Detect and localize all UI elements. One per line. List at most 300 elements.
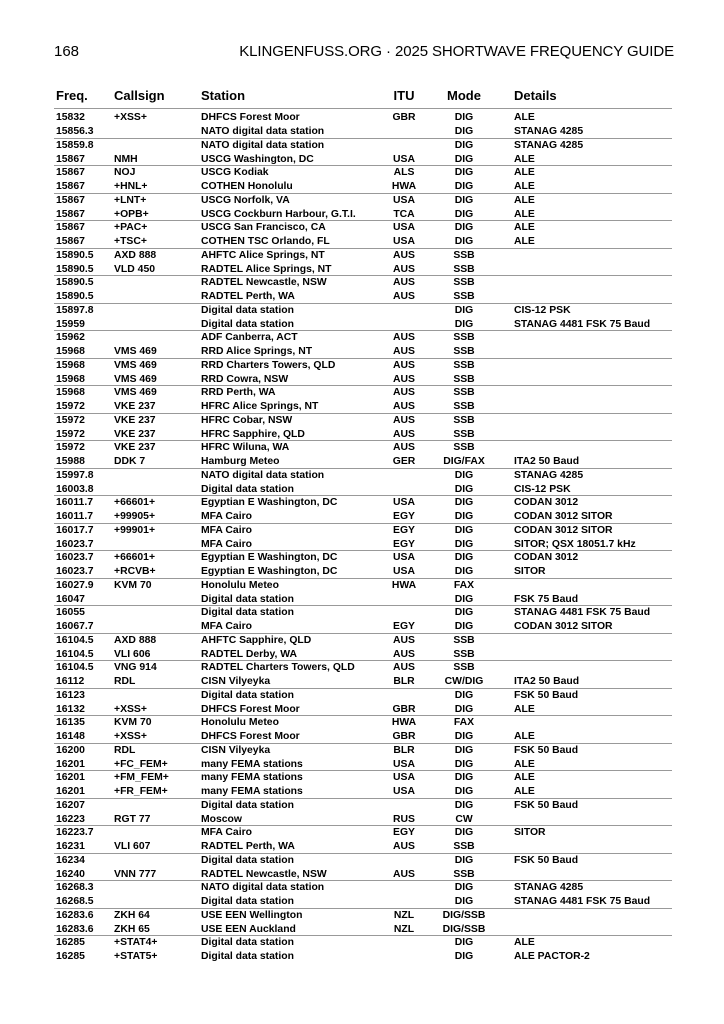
cell-itu: AUS xyxy=(393,291,415,302)
cell-station: many FEMA stations xyxy=(201,772,303,783)
cell-mode: SSB xyxy=(453,428,475,440)
cell-callsign: +66601+ xyxy=(114,497,156,508)
cell-station: many FEMA stations xyxy=(201,758,303,770)
cell-mode: SSB xyxy=(453,332,475,343)
cell-mode: DIG xyxy=(454,181,474,192)
column-header-itu: ITU xyxy=(393,88,415,103)
cell-freq: 16003.8 xyxy=(56,483,94,495)
cell-station: USCG Kodiak xyxy=(201,167,269,178)
table-row xyxy=(54,785,672,799)
cell-details: ITA2 50 Baud xyxy=(514,456,580,467)
table-row xyxy=(54,304,672,318)
cell-station: NATO digital data station xyxy=(201,469,325,481)
cell-freq: 15867 xyxy=(56,194,85,206)
cell-station: COTHEN Honolulu xyxy=(201,181,293,192)
cell-details: ALE xyxy=(514,786,535,797)
cell-freq: 15972 xyxy=(56,428,85,440)
table-row xyxy=(54,428,672,442)
cell-station: RRD Charters Towers, QLD xyxy=(201,359,336,371)
cell-station: USCG Cockburn Harbour, G.T.I. xyxy=(201,208,356,220)
table-row xyxy=(54,771,672,785)
table-row xyxy=(54,840,672,854)
cell-itu: EGY xyxy=(393,827,415,838)
column-header-callsign: Callsign xyxy=(114,88,165,103)
cell-mode: FAX xyxy=(453,579,475,591)
cell-itu: AUS xyxy=(393,263,415,275)
cell-itu: USA xyxy=(393,552,415,563)
cell-station: CISN Vilyeyka xyxy=(201,744,271,756)
cell-mode: DIG xyxy=(454,731,474,742)
table-row xyxy=(54,950,672,964)
cell-freq: 16201 xyxy=(56,772,85,783)
cell-freq: 16027.9 xyxy=(56,579,94,591)
cell-itu: AUS xyxy=(393,868,415,880)
table-row xyxy=(54,813,672,827)
cell-itu: AUS xyxy=(393,332,415,343)
table-row xyxy=(54,373,672,387)
cell-mode: DIG xyxy=(454,566,474,577)
cell-itu: GBR xyxy=(392,112,416,123)
cell-callsign: +HNL+ xyxy=(114,181,148,192)
cell-mode: SSB xyxy=(453,291,475,302)
cell-station: Moscow xyxy=(201,813,242,825)
cell-itu: AUS xyxy=(393,442,415,453)
table-row xyxy=(54,703,672,717)
cell-freq: 15959 xyxy=(56,318,85,330)
cell-callsign: ZKH 65 xyxy=(114,923,150,935)
cell-mode: DIG xyxy=(454,167,474,178)
cell-mode: DIG xyxy=(454,139,474,151)
cell-mode: DIG/SSB xyxy=(442,923,486,935)
cell-mode: SSB xyxy=(453,401,475,412)
cell-freq: 16047 xyxy=(56,593,85,605)
cell-station: MFA Cairo xyxy=(201,621,252,632)
cell-callsign: VMS 469 xyxy=(114,346,157,357)
cell-station: MFA Cairo xyxy=(201,538,252,550)
table-row xyxy=(54,331,672,345)
cell-itu: USA xyxy=(393,194,415,206)
table-row xyxy=(54,538,672,552)
cell-mode: DIG xyxy=(454,799,474,811)
cell-details: FSK 50 Baud xyxy=(514,689,579,701)
cell-callsign: AXD 888 xyxy=(114,634,157,646)
cell-station: Digital data station xyxy=(201,854,294,866)
cell-mode: DIG xyxy=(454,126,474,137)
cell-details: ALE xyxy=(514,222,535,233)
cell-freq: 15867 xyxy=(56,153,85,165)
cell-details: ALE xyxy=(514,181,535,192)
cell-freq: 15890.5 xyxy=(56,249,94,261)
table-row xyxy=(54,276,672,290)
cell-callsign: DDK 7 xyxy=(114,456,146,467)
cell-callsign: +PAC+ xyxy=(114,222,148,233)
cell-freq: 15867 xyxy=(56,222,85,233)
cell-freq: 16285 xyxy=(56,951,85,962)
cell-details: ALE xyxy=(514,937,535,948)
cell-details: STANAG 4285 xyxy=(514,469,584,481)
cell-itu: NZL xyxy=(393,909,415,921)
cell-itu: AUS xyxy=(393,634,415,646)
cell-freq: 16223.7 xyxy=(56,827,94,838)
cell-callsign: +FC_FEM+ xyxy=(114,758,168,770)
cell-mode: DIG xyxy=(454,951,474,962)
cell-freq: 15890.5 xyxy=(56,291,94,302)
cell-freq: 16132 xyxy=(56,703,85,715)
cell-details: FSK 50 Baud xyxy=(514,799,579,811)
table-row xyxy=(54,386,672,400)
table-row xyxy=(54,881,672,895)
cell-details: ALE xyxy=(514,208,535,220)
cell-details: CODAN 3012 SITOR xyxy=(514,524,613,536)
cell-details: CODAN 3012 xyxy=(514,552,579,563)
cell-freq: 15968 xyxy=(56,346,85,357)
table-row xyxy=(54,318,672,332)
cell-freq: 16055 xyxy=(56,607,85,618)
cell-station: Digital data station xyxy=(201,799,294,811)
cell-freq: 15968 xyxy=(56,387,85,398)
table-row xyxy=(54,359,672,373)
cell-itu: EGY xyxy=(393,621,415,632)
cell-itu: HWA xyxy=(391,181,417,192)
cell-mode: DIG/SSB xyxy=(442,909,486,921)
table-row xyxy=(54,400,672,414)
cell-itu: USA xyxy=(393,236,415,247)
cell-mode: SSB xyxy=(453,277,475,288)
cell-mode: DIG xyxy=(454,524,474,536)
cell-freq: 15832 xyxy=(56,112,85,123)
cell-station: RADTEL Perth, WA xyxy=(201,291,295,302)
cell-station: RRD Cowra, NSW xyxy=(201,373,289,385)
table-row xyxy=(54,895,672,909)
cell-callsign: ZKH 64 xyxy=(114,909,150,921)
cell-callsign: VKE 237 xyxy=(114,442,156,453)
cell-mode: SSB xyxy=(453,263,475,275)
cell-itu: EGY xyxy=(393,538,415,550)
table-row xyxy=(54,496,672,510)
cell-itu: AUS xyxy=(393,387,415,398)
cell-details: ALE xyxy=(514,194,535,206)
cell-mode: DIG xyxy=(454,222,474,233)
cell-freq: 16207 xyxy=(56,799,85,811)
table-row xyxy=(54,593,672,607)
cell-mode: SSB xyxy=(453,387,475,398)
cell-itu: AUS xyxy=(393,277,415,288)
table-row xyxy=(54,345,672,359)
cell-station: USCG Norfolk, VA xyxy=(201,194,290,206)
cell-callsign: NOJ xyxy=(114,167,136,178)
cell-station: Hamburg Meteo xyxy=(201,456,280,467)
running-head xyxy=(54,43,674,63)
cell-itu: AUS xyxy=(393,249,415,261)
cell-callsign: +FR_FEM+ xyxy=(114,786,168,797)
cell-callsign: KVM 70 xyxy=(114,717,152,728)
cell-details: SITOR; QSX 18051.7 kHz xyxy=(514,538,636,550)
cell-details: STANAG 4481 FSK 75 Baud xyxy=(514,318,651,330)
cell-station: RADTEL Newcastle, NSW xyxy=(201,277,327,288)
cell-itu: ALS xyxy=(393,167,415,178)
cell-callsign: +LNT+ xyxy=(114,194,147,206)
cell-station: MFA Cairo xyxy=(201,827,252,838)
cell-station: Honolulu Meteo xyxy=(201,579,279,591)
cell-mode: DIG xyxy=(454,552,474,563)
cell-mode: SSB xyxy=(453,359,475,371)
cell-station: RADTEL Newcastle, NSW xyxy=(201,868,327,880)
column-header-station: Station xyxy=(201,88,246,103)
cell-freq: 16148 xyxy=(56,731,85,742)
cell-itu: USA xyxy=(393,758,415,770)
cell-freq: 16283.6 xyxy=(56,923,94,935)
cell-mode: SSB xyxy=(453,841,475,852)
cell-station: Digital data station xyxy=(201,593,294,605)
cell-itu: AUS xyxy=(393,841,415,852)
cell-freq: 16223 xyxy=(56,813,85,825)
table-row xyxy=(54,634,672,648)
cell-station: RADTEL Derby, WA xyxy=(201,648,298,660)
cell-freq: 16234 xyxy=(56,854,85,866)
cell-freq: 15890.5 xyxy=(56,277,94,288)
cell-details: ALE xyxy=(514,112,535,123)
cell-itu: RUS xyxy=(393,813,415,825)
cell-itu: USA xyxy=(393,222,415,233)
cell-freq: 15867 xyxy=(56,167,85,178)
column-header-freq: Freq. xyxy=(56,88,88,103)
cell-mode: DIG xyxy=(454,607,474,618)
cell-details: ALE xyxy=(514,772,535,783)
cell-callsign: RDL xyxy=(114,676,136,687)
table-row xyxy=(54,648,672,662)
cell-freq: 15972 xyxy=(56,401,85,412)
cell-callsign: KVM 70 xyxy=(114,579,152,591)
table-row xyxy=(54,180,672,194)
table-row xyxy=(54,909,672,923)
cell-freq: 16023.7 xyxy=(56,566,94,577)
cell-callsign: +66601+ xyxy=(114,552,156,563)
table-row xyxy=(54,166,672,180)
cell-details: CIS-12 PSK xyxy=(514,483,571,495)
cell-callsign: NMH xyxy=(114,153,138,165)
cell-freq: 15859.8 xyxy=(56,139,94,151)
cell-freq: 16268.5 xyxy=(56,896,94,907)
cell-callsign: AXD 888 xyxy=(114,249,157,261)
table-row xyxy=(54,854,672,868)
table-row xyxy=(54,620,672,634)
table-row xyxy=(54,744,672,758)
cell-station: Egyptian E Washington, DC xyxy=(201,552,338,563)
cell-mode: DIG xyxy=(454,786,474,797)
cell-mode: DIG xyxy=(454,511,474,522)
cell-station: RADTEL Perth, WA xyxy=(201,841,295,852)
cell-details: SITOR xyxy=(514,827,546,838)
cell-station: MFA Cairo xyxy=(201,511,252,522)
cell-itu: AUS xyxy=(393,414,415,426)
cell-details: ALE xyxy=(514,731,535,742)
cell-freq: 15997.8 xyxy=(56,469,94,481)
table-row xyxy=(54,606,672,620)
table-row xyxy=(54,455,672,469)
table-row xyxy=(54,758,672,772)
cell-itu: NZL xyxy=(393,923,415,935)
cell-callsign: +STAT5+ xyxy=(114,951,158,962)
cell-station: HFRC Sapphire, QLD xyxy=(201,428,305,440)
cell-callsign: +OPB+ xyxy=(114,208,149,220)
cell-station: Honolulu Meteo xyxy=(201,717,279,728)
cell-mode: DIG xyxy=(454,703,474,715)
cell-details: ALE xyxy=(514,236,535,247)
cell-details: ALE xyxy=(514,703,535,715)
cell-mode: SSB xyxy=(453,648,475,660)
cell-mode: DIG xyxy=(454,236,474,247)
cell-station: RADTEL Charters Towers, QLD xyxy=(201,662,355,673)
cell-itu: BLR xyxy=(393,744,415,756)
cell-callsign: VKE 237 xyxy=(114,428,156,440)
cell-station: USCG San Francisco, CA xyxy=(201,222,326,233)
cell-freq: 16268.3 xyxy=(56,882,94,893)
table-row xyxy=(54,675,672,689)
cell-freq: 16104.5 xyxy=(56,634,94,646)
cell-itu: TCA xyxy=(393,208,415,220)
cell-itu: AUS xyxy=(393,648,415,660)
cell-station: ADF Canberra, ACT xyxy=(201,332,298,343)
cell-itu: USA xyxy=(393,497,415,508)
cell-freq: 15856.3 xyxy=(56,126,94,137)
cell-freq: 16011.7 xyxy=(56,511,93,522)
cell-freq: 15968 xyxy=(56,373,85,385)
cell-callsign: +XSS+ xyxy=(114,731,147,742)
cell-mode: DIG xyxy=(454,758,474,770)
table-row xyxy=(54,469,672,483)
cell-station: USCG Washington, DC xyxy=(201,153,314,165)
table-row xyxy=(54,826,672,840)
cell-details: FSK 50 Baud xyxy=(514,854,579,866)
cell-mode: FAX xyxy=(453,717,475,728)
table-row xyxy=(54,111,672,125)
cell-mode: DIG xyxy=(454,497,474,508)
cell-freq: 15968 xyxy=(56,359,85,371)
cell-callsign: RGT 77 xyxy=(114,813,151,825)
cell-details: ALE PACTOR-2 xyxy=(514,951,590,962)
cell-station: USE EEN Auckland xyxy=(201,923,296,935)
cell-callsign: +XSS+ xyxy=(114,112,147,123)
cell-mode: SSB xyxy=(453,414,475,426)
cell-station: AHFTC Alice Springs, NT xyxy=(201,249,325,261)
cell-details: FSK 75 Baud xyxy=(514,593,579,605)
cell-freq: 16023.7 xyxy=(56,552,94,563)
running-title: KLINGENFUSS.ORG · 2025 SHORTWAVE FREQUENCY GUIDE xyxy=(239,43,674,60)
cell-itu: HWA xyxy=(391,717,417,728)
table-row xyxy=(54,551,672,565)
cell-details: ITA2 50 Baud xyxy=(514,676,580,687)
cell-itu: USA xyxy=(393,786,415,797)
cell-freq: 16104.5 xyxy=(56,648,94,660)
table-row xyxy=(54,414,672,428)
cell-freq: 15972 xyxy=(56,414,85,426)
cell-callsign: +XSS+ xyxy=(114,703,147,715)
cell-freq: 15867 xyxy=(56,181,85,192)
cell-mode: DIG xyxy=(454,112,474,123)
table-row xyxy=(54,716,672,730)
cell-mode: CW xyxy=(455,813,473,825)
cell-freq: 15890.5 xyxy=(56,263,94,275)
cell-itu: HWA xyxy=(391,579,417,591)
cell-station: DHFCS Forest Moor xyxy=(201,703,300,715)
cell-station: Digital data station xyxy=(201,896,294,907)
cell-details: STANAG 4481 FSK 75 Baud xyxy=(514,896,651,907)
cell-station: RADTEL Alice Springs, NT xyxy=(201,263,332,275)
cell-station: many FEMA stations xyxy=(201,786,303,797)
cell-freq: 15962 xyxy=(56,332,85,343)
cell-freq: 16017.7 xyxy=(56,524,94,536)
cell-callsign: VKE 237 xyxy=(114,414,156,426)
cell-mode: DIG xyxy=(454,937,474,948)
table-row xyxy=(54,524,672,538)
cell-callsign: +99905+ xyxy=(114,511,156,522)
table-row xyxy=(54,565,672,579)
cell-station: Digital data station xyxy=(201,607,294,618)
cell-itu: AUS xyxy=(393,428,415,440)
cell-callsign: VMS 469 xyxy=(114,387,157,398)
cell-freq: 16201 xyxy=(56,758,85,770)
cell-mode: DIG xyxy=(454,621,474,632)
cell-station: Digital data station xyxy=(201,689,294,701)
table-row xyxy=(54,510,672,524)
table-row xyxy=(54,923,672,937)
table-row xyxy=(54,249,672,263)
cell-mode: DIG xyxy=(454,689,474,701)
cell-callsign: VMS 469 xyxy=(114,373,157,385)
cell-mode: DIG xyxy=(454,827,474,838)
cell-station: HFRC Cobar, NSW xyxy=(201,414,293,426)
cell-station: NATO digital data station xyxy=(201,139,325,151)
cell-mode: SSB xyxy=(453,373,475,385)
cell-mode: SSB xyxy=(453,868,475,880)
cell-freq: 15867 xyxy=(56,236,85,247)
table-row xyxy=(54,194,672,208)
cell-callsign: +TSC+ xyxy=(114,236,147,247)
cell-mode: DIG xyxy=(454,854,474,866)
cell-station: Digital data station xyxy=(201,937,294,948)
cell-station: Digital data station xyxy=(201,483,294,495)
cell-station: Egyptian E Washington, DC xyxy=(201,497,338,508)
cell-mode: DIG xyxy=(454,304,474,316)
cell-callsign: VLI 606 xyxy=(114,648,151,660)
table-row xyxy=(54,661,672,675)
cell-mode: SSB xyxy=(453,634,475,646)
cell-mode: SSB xyxy=(453,662,475,673)
cell-callsign: VMS 469 xyxy=(114,359,157,371)
table-row xyxy=(54,235,672,249)
cell-details: STANAG 4285 xyxy=(514,139,584,151)
table-row xyxy=(54,263,672,277)
cell-freq: 15972 xyxy=(56,442,85,453)
cell-freq: 16135 xyxy=(56,717,85,728)
cell-itu: AUS xyxy=(393,401,415,412)
cell-mode: SSB xyxy=(453,346,475,357)
page-number: 168 xyxy=(54,43,80,60)
cell-details: CODAN 3012 SITOR xyxy=(514,511,613,522)
cell-itu: EGY xyxy=(393,524,415,536)
cell-details: ALE xyxy=(514,153,535,165)
cell-callsign: VLD 450 xyxy=(114,263,156,275)
cell-mode: SSB xyxy=(453,442,475,453)
cell-itu: AUS xyxy=(393,373,415,385)
cell-station: USE EEN Wellington xyxy=(201,909,303,921)
cell-freq: 16123 xyxy=(56,689,85,701)
cell-station: Egyptian E Washington, DC xyxy=(201,566,338,577)
cell-mode: DIG xyxy=(454,593,474,605)
cell-callsign: VLI 607 xyxy=(114,841,151,852)
cell-station: Digital data station xyxy=(201,951,294,962)
table-row xyxy=(54,730,672,744)
